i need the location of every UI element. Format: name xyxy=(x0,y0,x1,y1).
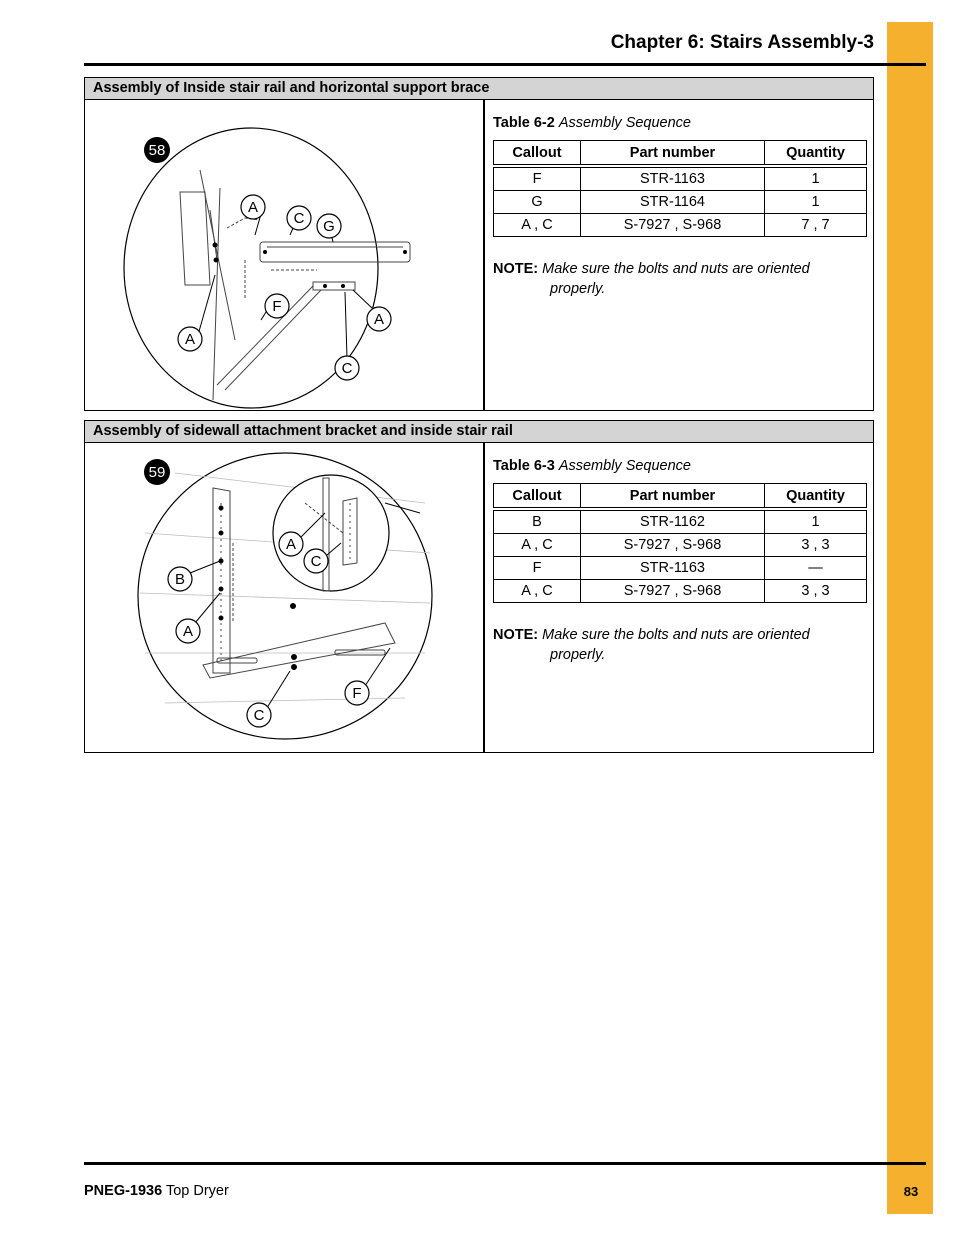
table-cell: B xyxy=(494,509,581,534)
note-text-continued: properly. xyxy=(550,647,606,663)
header-rule xyxy=(84,63,926,66)
callout-label: A xyxy=(373,311,385,328)
assembly-sequence-table xyxy=(493,140,867,237)
callout-label: A xyxy=(182,623,194,640)
figure-59-illustration xyxy=(85,443,483,753)
callout-label: C xyxy=(293,210,305,227)
assembly-sequence-table xyxy=(493,483,867,603)
figure-number-badge: 59 xyxy=(148,464,166,481)
table-cell: STR-1162 xyxy=(581,509,765,534)
table-cell: A , C xyxy=(494,214,581,237)
callout-label: A xyxy=(285,536,297,553)
column-header: Callout xyxy=(494,484,581,510)
assembly-section-1 xyxy=(84,77,874,411)
table-cell: S-7927 , S-968 xyxy=(581,534,765,557)
table-row xyxy=(494,580,867,603)
column-divider xyxy=(483,100,485,410)
table-cell: STR-1163 xyxy=(581,557,765,580)
table-row xyxy=(494,214,867,237)
table-cell: S-7927 , S-968 xyxy=(581,580,765,603)
table-cell: 1 xyxy=(765,166,867,191)
assembly-sequence-panel xyxy=(493,100,867,299)
callout-label: C xyxy=(253,707,265,724)
table-cell: — xyxy=(765,557,867,580)
table-cell: 1 xyxy=(765,509,867,534)
table-number: Table 6-3 xyxy=(493,458,555,474)
document-id: PNEG-1936 xyxy=(84,1183,163,1199)
callout-label: C xyxy=(341,360,353,377)
column-header: Part number xyxy=(581,484,765,510)
note-text: Make sure the bolts and nuts are oriented xyxy=(542,627,810,643)
assembly-note xyxy=(493,259,867,299)
note-label: NOTE: xyxy=(493,261,539,277)
callout-label: G xyxy=(323,218,335,235)
figure-59 xyxy=(85,443,483,752)
assembly-section-2 xyxy=(84,420,874,753)
table-cell: 1 xyxy=(765,191,867,214)
table-number: Table 6-2 xyxy=(493,115,555,131)
figure-number-badge: 58 xyxy=(148,142,166,159)
callout-label: A xyxy=(247,199,259,216)
callout-label: F xyxy=(272,298,282,315)
chapter-tab-bar xyxy=(887,22,933,1214)
table-cell: F xyxy=(494,557,581,580)
table-row xyxy=(494,557,867,580)
table-title: Assembly Sequence xyxy=(558,458,691,474)
table-cell: A , C xyxy=(494,534,581,557)
column-header: Part number xyxy=(581,141,765,167)
figure-58-illustration xyxy=(85,100,483,411)
section-title: Assembly of sidewall attachment bracket and inside stair rail xyxy=(85,421,873,443)
column-divider xyxy=(483,443,485,752)
table-cell: F xyxy=(494,166,581,191)
column-header: Quantity xyxy=(765,141,867,167)
table-cell: 7 , 7 xyxy=(765,214,867,237)
table-cell: 3 , 3 xyxy=(765,580,867,603)
table-row xyxy=(494,191,867,214)
callout-label: A xyxy=(184,331,196,348)
column-header: Callout xyxy=(494,141,581,167)
callout-label: C xyxy=(310,553,322,570)
table-caption xyxy=(493,458,867,474)
section-title: Assembly of Inside stair rail and horizontal support brace xyxy=(85,78,873,100)
footer-rule xyxy=(84,1162,926,1165)
table-row xyxy=(494,509,867,534)
note-text-continued: properly. xyxy=(550,281,606,297)
chapter-title: Chapter 6: Stairs Assembly-3 xyxy=(610,32,874,53)
table-cell: STR-1164 xyxy=(581,191,765,214)
table-row xyxy=(494,534,867,557)
figure-58 xyxy=(85,100,483,410)
callout-label: F xyxy=(352,685,362,702)
page-number: 83 xyxy=(903,1184,919,1199)
document-title: Top Dryer xyxy=(165,1183,229,1199)
table-cell: A , C xyxy=(494,580,581,603)
note-label: NOTE: xyxy=(493,627,539,643)
footer-doc-info xyxy=(84,1183,229,1199)
callout-label: B xyxy=(174,571,186,588)
note-text: Make sure the bolts and nuts are oriented xyxy=(542,261,810,277)
assembly-note xyxy=(493,625,867,665)
column-header: Quantity xyxy=(765,484,867,510)
table-cell: 3 , 3 xyxy=(765,534,867,557)
assembly-sequence-panel xyxy=(493,443,867,665)
table-cell: S-7927 , S-968 xyxy=(581,214,765,237)
table-title: Assembly Sequence xyxy=(558,115,691,131)
table-cell: G xyxy=(494,191,581,214)
table-row xyxy=(494,166,867,191)
table-cell: STR-1163 xyxy=(581,166,765,191)
table-caption xyxy=(493,115,867,131)
